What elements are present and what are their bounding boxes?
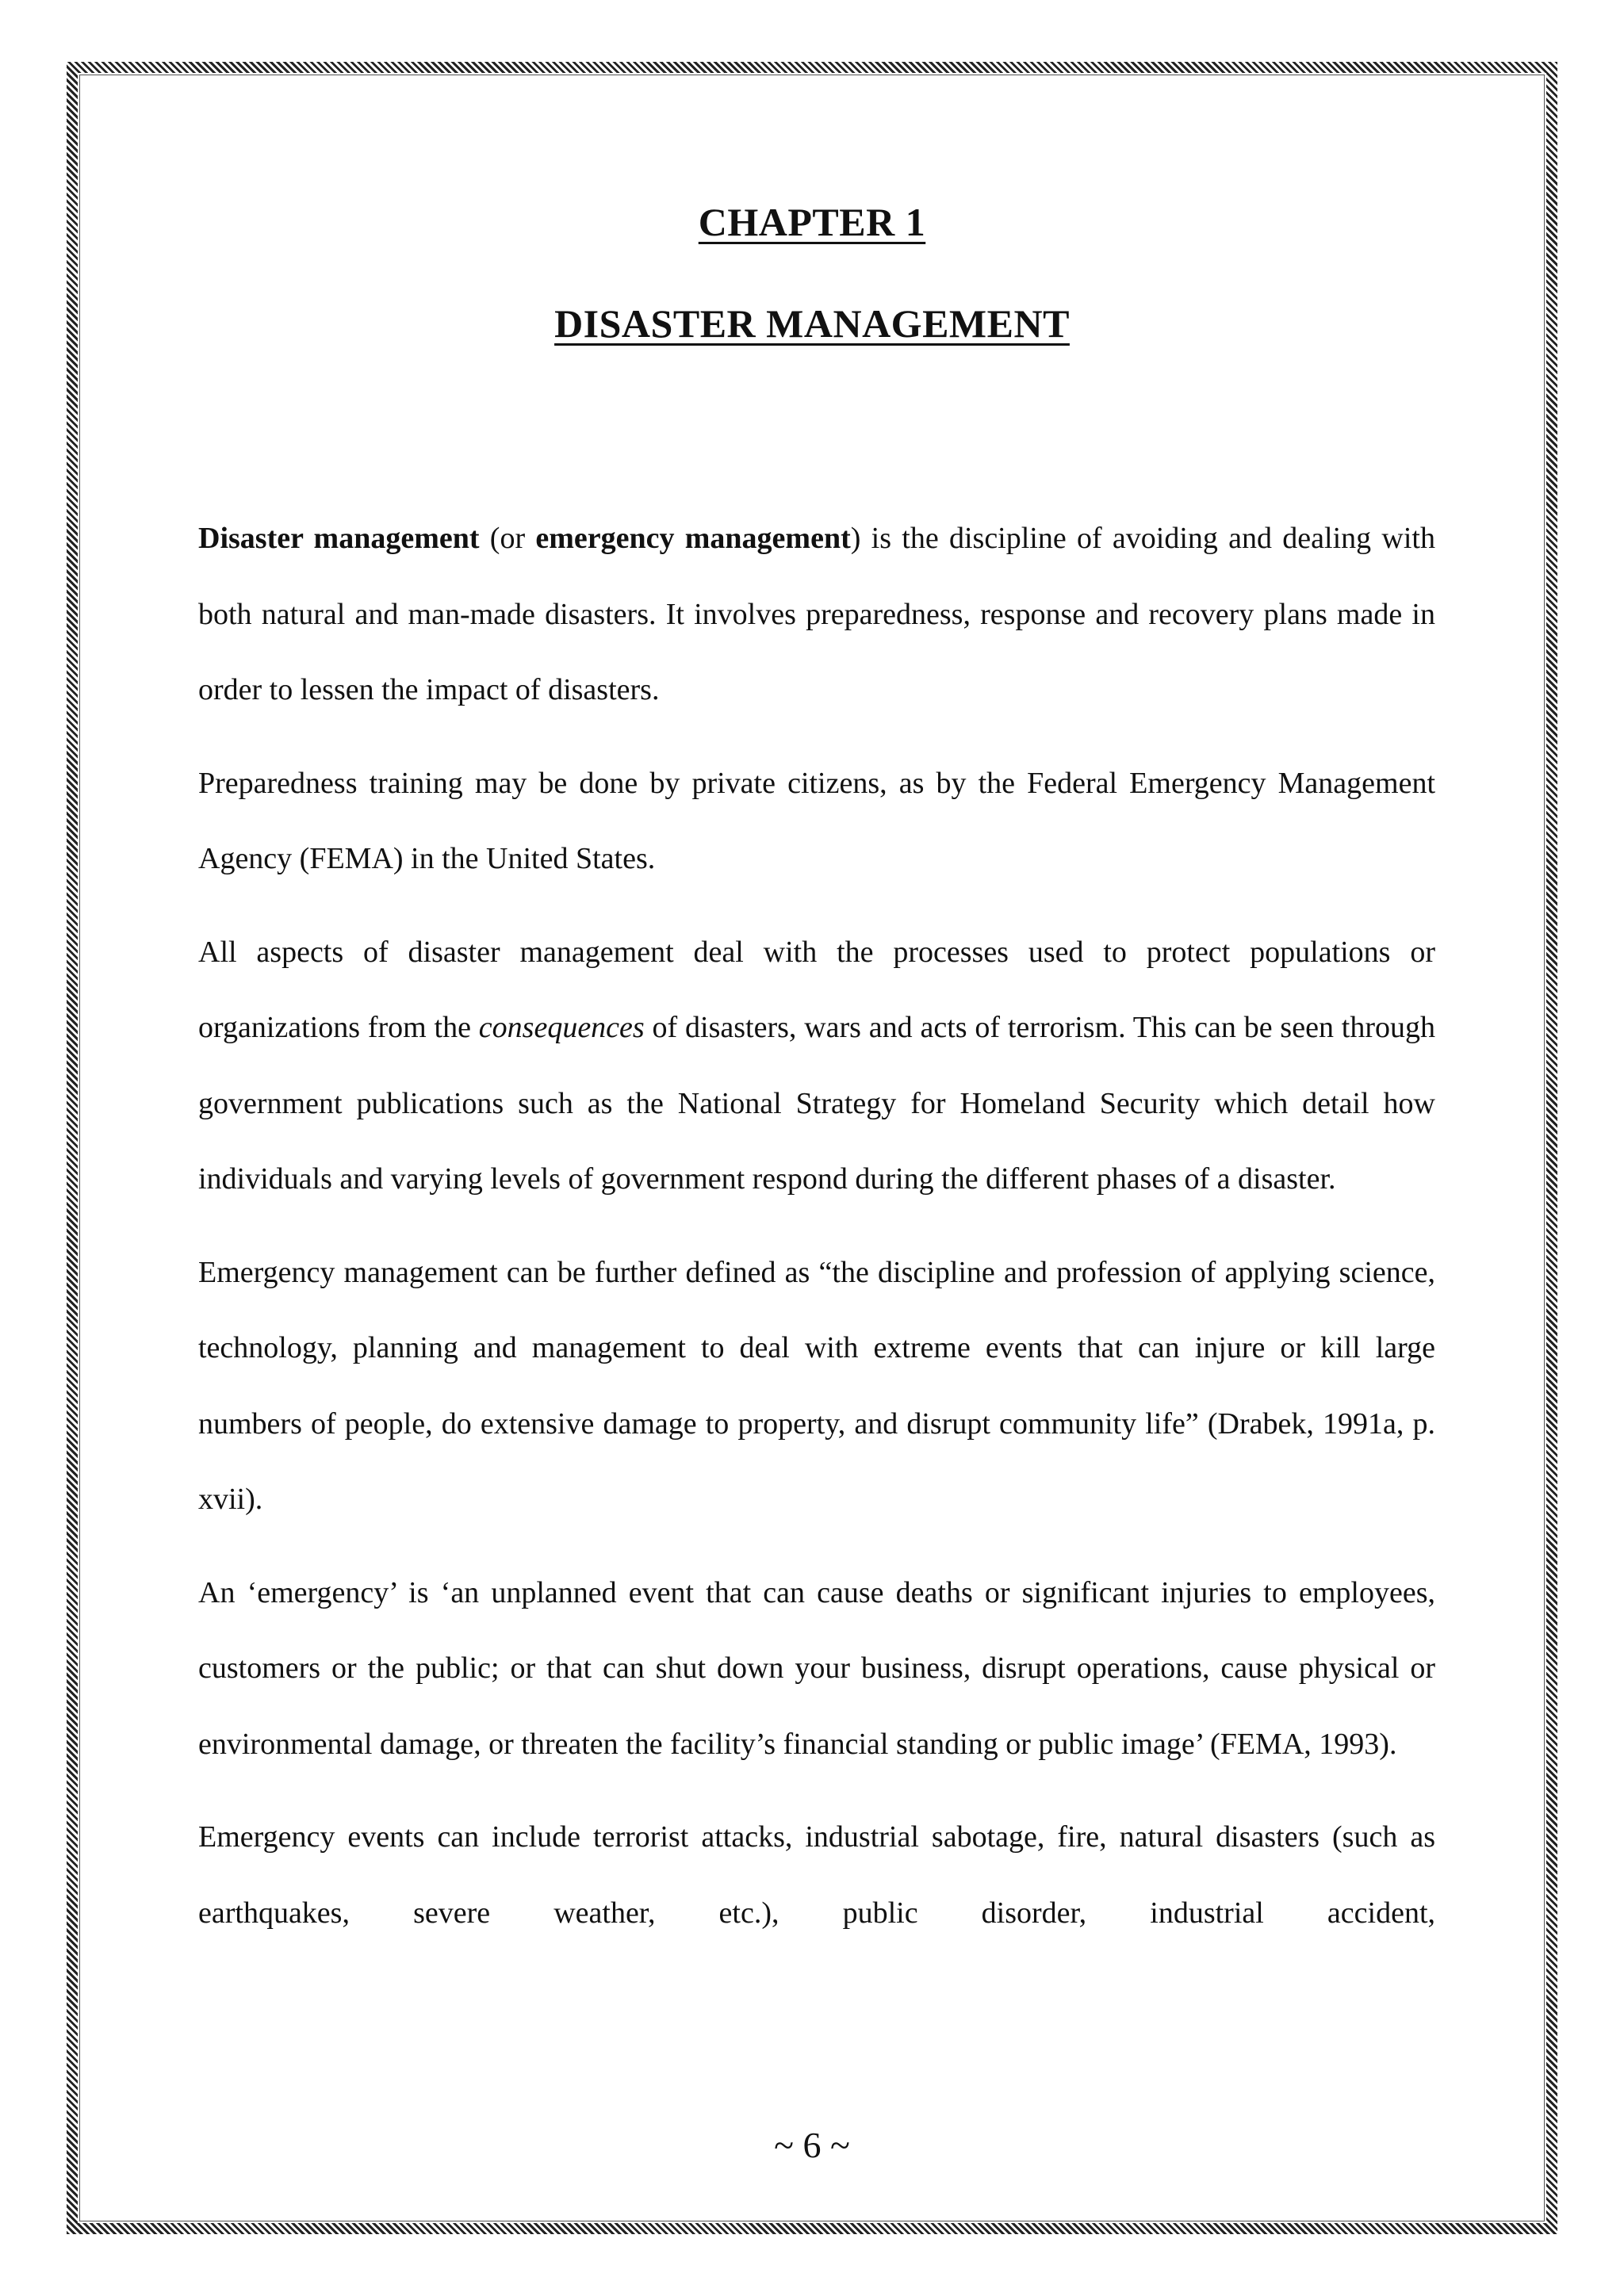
- paragraph-aspects: [198, 915, 1435, 1218]
- chapter-number: CHAPTER 1: [698, 200, 926, 244]
- chapter-title: DISASTER MANAGEMENT: [554, 301, 1070, 346]
- paragraph-emergency-events: Emergency events can include terrorist attacks, industrial sabotage, fire, natural disasters (such as earthquakes, severe weather, etc.), public disorder, industrial accident,: [198, 1820, 1435, 1930]
- paragraph-text: (or: [479, 522, 536, 555]
- paragraph-text: of disasters, wars and acts of terrorism. This can be seen through government publications such as the National Strategy for Homeland Security which detail how individuals and varying levels of government respond during the different phases of a disaster.: [198, 1011, 1435, 1196]
- emphasis-consequences: consequences: [478, 1011, 645, 1044]
- paragraph-text: All aspects of disaster management deal with the processes used to protect populations or organizations from the: [198, 935, 1435, 1044]
- body-text: [198, 501, 1435, 1969]
- page-number: ~ 6 ~: [774, 2125, 850, 2165]
- term-emergency-management: emergency management: [535, 522, 851, 555]
- paragraph-emergency-quote: An ‘emergency’ is ‘an unplanned event that can cause deaths or significant injuries to employees, customers or the public; or that can shut down your business, disrupt operations, cause physical or environmental damage, or threaten the facility’s financial standing or public image’ (FEMA, 1993).: [198, 1575, 1435, 1761]
- term-disaster-management: Disaster management: [198, 522, 480, 555]
- paragraph-preparedness: Preparedness training may be done by private citizens, as by the Federal Emergency Management Agency (FEMA) in the United States.: [198, 766, 1435, 875]
- paragraph-text: ) is the discipline of avoiding and dealing with both natural and man-made disasters. It involves preparedness, response and recovery plans made in order to lessen the impact of disasters.: [198, 522, 1435, 706]
- paragraph-emergency-definition: Emergency management can be further defined as “the discipline and profession of applying science, technology, planning and management to deal with extreme events that can injure or kill large numbers of people, do extensive damage to property, and disrupt community life” (Drabek, 1991a, p. xvii).: [198, 1255, 1435, 1516]
- paragraph-definition: [198, 501, 1435, 729]
